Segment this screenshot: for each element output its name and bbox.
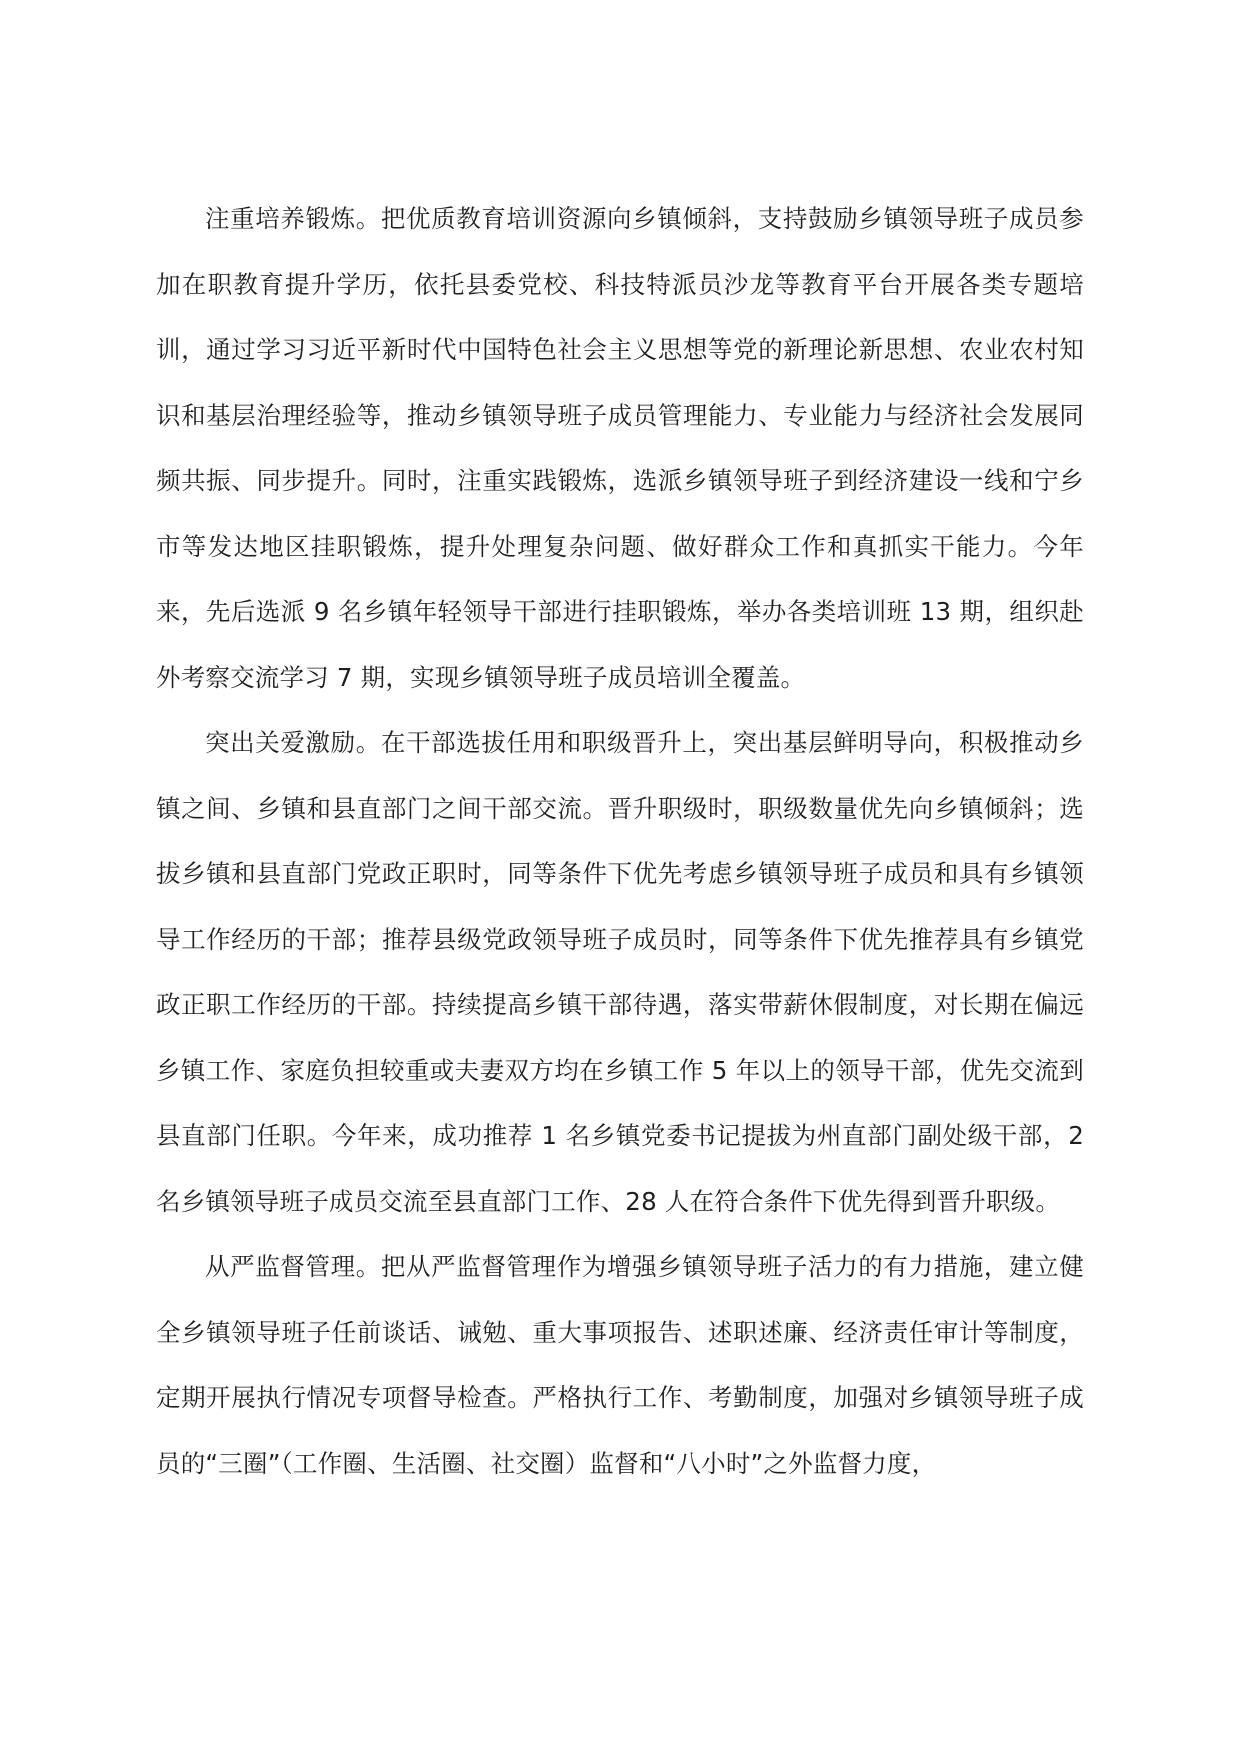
paragraph-incentive: 突出关爱激励。在干部选拔任用和职级晋升上，突出基层鲜明导向，积极推动乡镇之间、乡镇和县直部门之间干部交流。晋升职级时，职级数量优先向乡镇倾斜；选拔乡镇和县直部门党政正职时，同等条件下优先考虑乡镇领导班子成员和具有乡镇领导工作经历的干部；推荐县级党政领导班子成员时，同等条件下优先推荐具有乡镇党政正职工作经历的干部。持续提高乡镇干部待遇，落实带薪休假制度，对长期在偏远乡镇工作、家庭负担较重或夫妻双方均在乡镇工作 5 年以上的领导干部，优先交流到县直部门任职。今年来，成功推荐 1 名乡镇党委书记提拔为州直部门副处级干部，2 名乡镇领导班子成员交流至县直部门工作、28 人在符合条件下优先得到晋升职级。 <box>156 728 1084 1216</box>
document-body <box>156 186 1084 1496</box>
paragraph-training: 注重培养锻炼。把优质教育培训资源向乡镇倾斜，支持鼓励乡镇领导班子成员参加在职教育提升学历，依托县委党校、科技特派员沙龙等教育平台开展各类专题培训，通过学习习近平新时代中国特色社会主义思想等党的新理论新思想、农业农村知识和基层治理经验等，推动乡镇领导班子成员管理能力、专业能力与经济社会发展同频共振、同步提升。同时，注重实践锻炼，选派乡镇领导班子到经济建设一线和宁乡市等发达地区挂职锻炼，提升处理复杂问题、做好群众工作和真抓实干能力。今年来，先后选派 9 名乡镇年轻领导干部进行挂职锻炼，举办各类培训班 13 期，组织赴外考察交流学习 7 期，实现乡镇领导班子成员培训全覆盖。 <box>156 204 1084 692</box>
paragraph-supervision: 从严监督管理。把从严监督管理作为增强乡镇领导班子活力的有力措施，建立健全乡镇领导班子任前谈话、诫勉、重大事项报告、述职述廉、经济责任审计等制度，定期开展执行情况专项督导检查。严格执行工作、考勤制度，加强对乡镇领导班子成员的“三圈”（工作圈、生活圈、社交圈）监督和“八小时”之外监督力度， <box>156 1252 1084 1478</box>
